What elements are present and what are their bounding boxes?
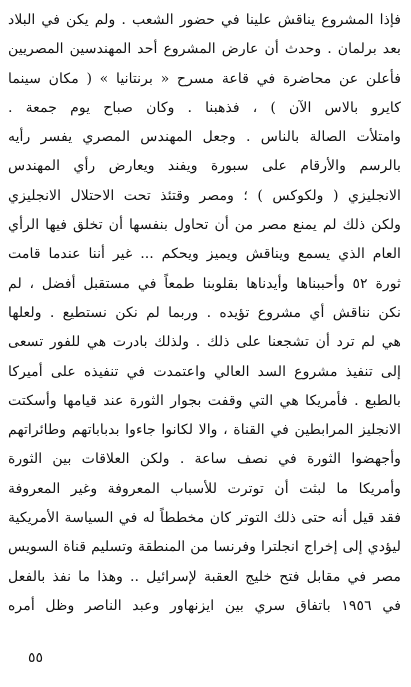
text-line: وامتلأت الصالة بالناس . وجعل المهندس المصري يفسر رأيه [8, 129, 401, 146]
text-line: هي لم ترد أن تشجعنا على ذلك . ولذلك بادرت هي للفور تسعى [8, 334, 401, 351]
text-line: ثورة ٥٢ وأحببناها وأيدناها بقلوبنا طمعاً في مستقبل أفضل ، لم [8, 275, 401, 292]
text-line: الانجليز المرابطين في القناة ، والا لكانوا جاءوا بدباباتهم وطائراتهم [8, 422, 401, 439]
text-line: العام الذي يسمع ويناقش ويميز ويحكم ... غير أننا عندما قامت [8, 246, 401, 263]
body-text [8, 6, 401, 621]
text-line: ليؤدي إلى إخراج انجلترا وفرنسا من المنطقة وتسليم قناة السويس [8, 539, 401, 556]
text-line: كايرو بالاس الآن ) ، فذهبنا . وكان صباح يوم جمعة . [8, 99, 401, 116]
text-line: الانجليزي ( ولكوكس ) ؛ ومصر وقتئذ تحت الاحتلال الانجليزي [8, 187, 401, 204]
text-line: إلى تنفيذ مشروع السد العالي واعتمدت في تنفيذه على أميركا [8, 363, 401, 380]
text-line: بعد برلمان . وحدث أن عارض المشروع أحد المهندسين المصريين [8, 41, 401, 58]
text-line: بالطبع . فأمريكا هي التي وقفت بجوار الثورة عند قيامها وأسكتت [8, 392, 401, 409]
text-line: مصر في مقابل فتح خليج العقبة لإسرائيل .. وهذا ما نفذ بالفعل [8, 568, 401, 585]
text-line: وأمريكا ما لبثت أن توترت للأسباب المعروفة وغير المعروفة [8, 480, 401, 497]
text-line: وأجهضوا الثورة في نصف ساعة . ولكن العلاقات بين الثورة [8, 451, 401, 468]
text-line: نكن نناقش أي مشروع تؤيده . وربما لم نكن نستطيع . ولعلها [8, 304, 401, 321]
text-line: في ١٩٥٦ باتفاق سري بين ايزنهاور وعبد الناصر وظل أمره [8, 597, 401, 614]
text-line: ولكن ذلك لم يمنع مصر من أن تحاول بنفسها أن تخلق فيها الرأي [8, 217, 401, 234]
page-number: ٥٥ [28, 650, 44, 666]
text-line: بالرسم والأرقام على سبورة ويفند ويعارض رأي المهندس [8, 158, 401, 175]
text-line: فأعلن عن محاضرة في قاعة مسرح « برنتانيا » ( مكان سينما [8, 70, 401, 87]
text-line: فقد قيل أنه حتى ذلك التوتر كان مخططاً له في السياسة الأمريكية [8, 510, 401, 527]
text-line: فإذا المشروع يناقش علينا في حضور الشعب . ولم يكن في البلاد [8, 12, 401, 28]
